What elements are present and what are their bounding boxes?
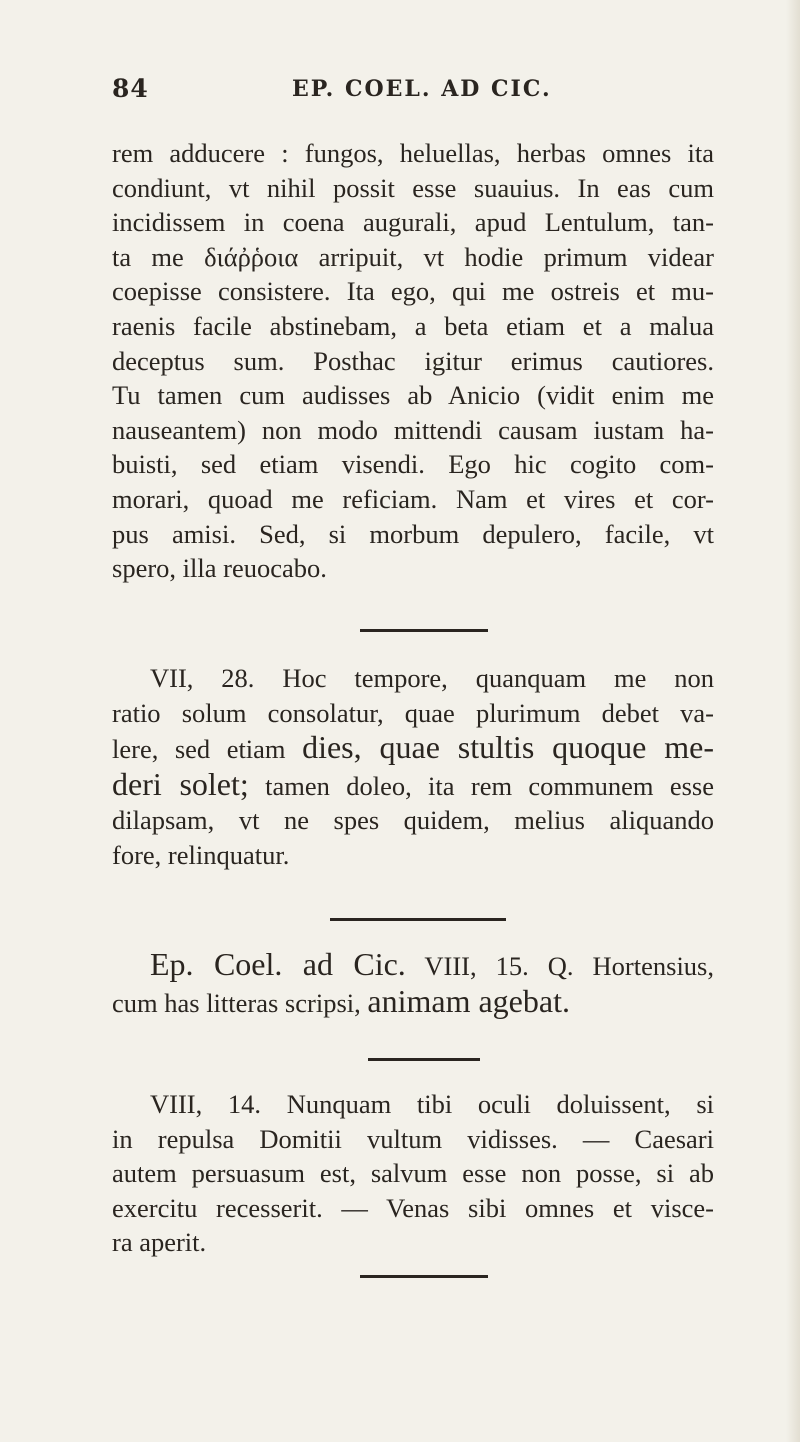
text-line: buisti, sed etiam visendi. Ego hic cogito com- xyxy=(112,449,714,480)
paragraph-3 xyxy=(112,947,714,1020)
text-line: ra aperit. xyxy=(112,1227,207,1258)
page-number: 84 xyxy=(112,74,149,103)
running-title: EP. COEL. AD CIC. xyxy=(292,76,552,102)
text-line: spero, illa reuocabo. xyxy=(112,553,327,584)
text-segment: cum has litteras scripsi, xyxy=(112,987,361,1018)
emphasized-text: animam agebat. xyxy=(367,982,570,1019)
section-divider xyxy=(360,1275,488,1278)
text-line xyxy=(112,984,714,1021)
text-line: ratio solum consolatur, quae plurimum debet va- xyxy=(112,697,714,728)
text-line: condiunt, vt nihil possit esse suauius. In eas cum xyxy=(112,172,714,203)
page-edge-shadow xyxy=(786,0,800,1442)
citation-source: Ep. Coel. ad Cic. xyxy=(150,946,406,982)
section-divider xyxy=(368,1058,480,1061)
text-line xyxy=(112,730,714,767)
text-line: Tu tamen cum audisses ab Anicio (vidit enim me xyxy=(112,380,714,411)
text-line: dilapsam, vt ne spes quidem, melius aliquando xyxy=(112,805,714,836)
text-line: raenis facile abstinebam, a beta etiam et a malua xyxy=(112,310,714,341)
text-line: VII, 28. Hoc tempore, quanquam me non xyxy=(150,663,714,693)
section-divider xyxy=(360,629,488,632)
section-divider xyxy=(330,918,506,921)
emphasized-text: deri solet; xyxy=(112,765,249,802)
text-line: morari, quoad me reficiam. Nam et vires et cor- xyxy=(112,483,714,514)
text-line: rem adducere : fungos, heluellas, herbas omnes ita xyxy=(112,138,714,168)
text-line: coepisse consistere. Ita ego, qui me ostreis et mu- xyxy=(112,276,714,307)
paragraph-2 xyxy=(112,661,714,873)
text-line xyxy=(112,767,714,804)
text-line xyxy=(112,947,714,984)
text-line: pus amisi. Sed, si morbum depulero, facile, vt xyxy=(112,518,714,549)
text-line: ta me διάῤῥοια arripuit, vt hodie primum videar xyxy=(112,241,714,272)
text-line: deceptus sum. Posthac igitur erimus cautiores. xyxy=(112,345,714,376)
text-line: fore, relinquatur. xyxy=(112,839,290,870)
text-segment: lere, sed etiam xyxy=(112,734,286,765)
text-line: autem persuasum est, salvum esse non posse, si ab xyxy=(112,1158,714,1189)
text-line: VIII, 14. Nunquam tibi oculi doluissent, si xyxy=(150,1089,714,1119)
text-line: nauseantem) non modo mittendi causam iustam ha- xyxy=(112,414,714,445)
text-line: in repulsa Domitii vultum vidisses. — Caesari xyxy=(112,1123,714,1154)
text-line: exercitu recesserit. — Venas sibi omnes et visce- xyxy=(112,1192,714,1223)
paragraph-1 xyxy=(112,136,714,586)
text-segment: tamen doleo, ita rem communem esse xyxy=(265,770,715,801)
citation-reference: VIII, 15. Q. Hortensius, xyxy=(424,951,714,981)
paragraph-4 xyxy=(112,1087,714,1260)
text-line: incidissem in coena augurali, apud Lentulum, tan- xyxy=(112,207,714,238)
emphasized-text: dies, quae stultis quoque me- xyxy=(302,729,715,766)
